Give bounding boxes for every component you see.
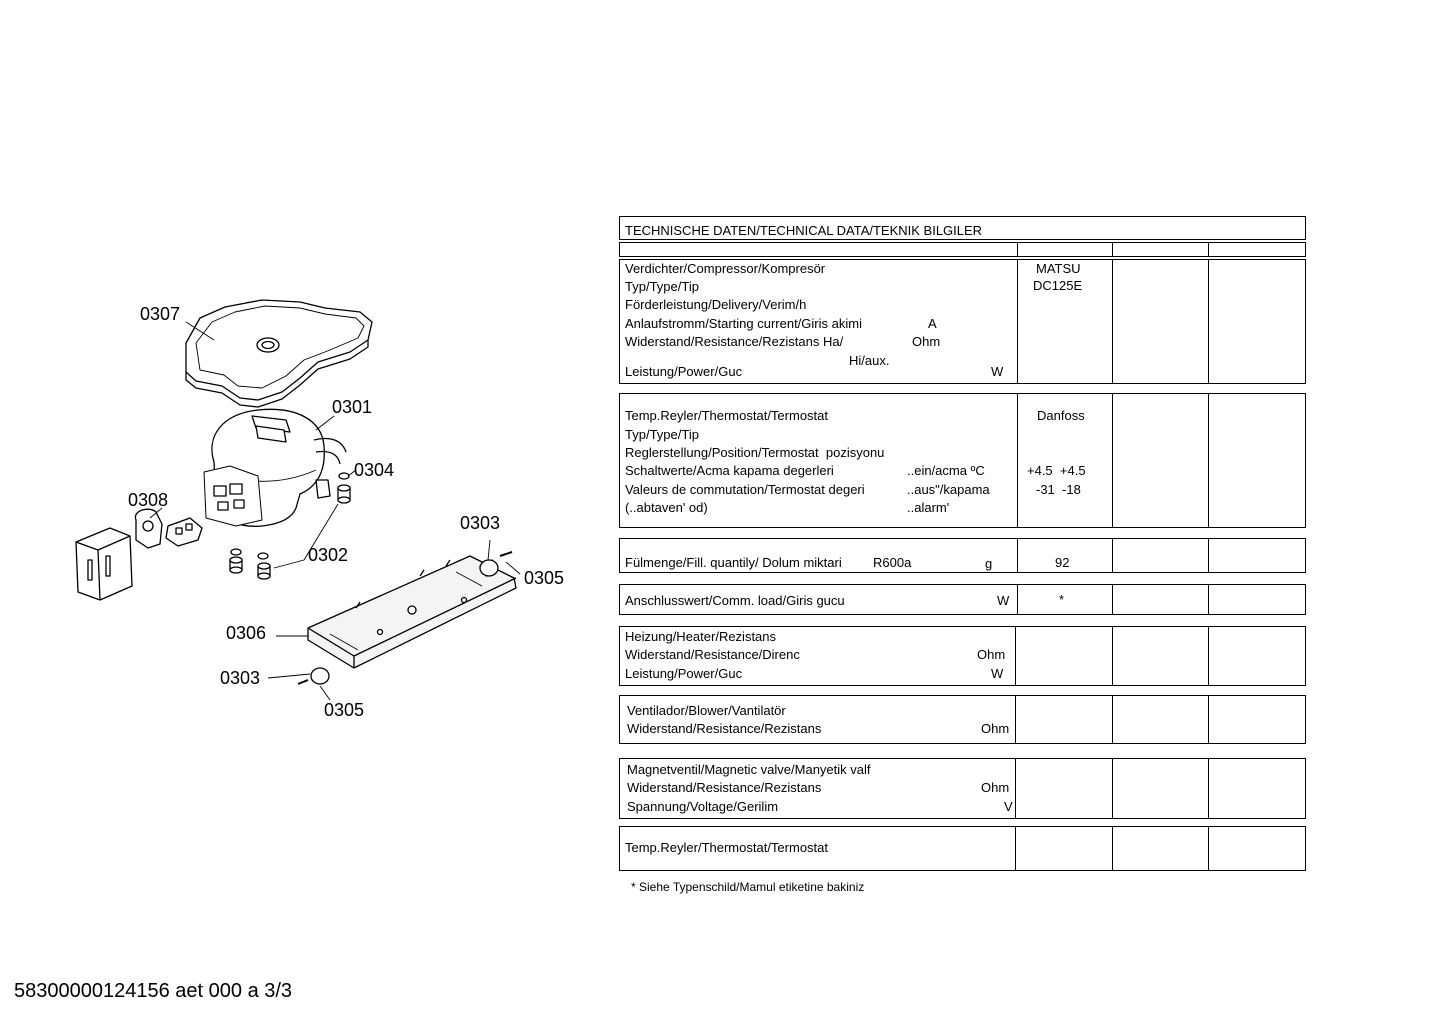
blower-resistance-label: Widerstand/Resistance/Rezistans bbox=[627, 721, 822, 736]
defrost-label: (..abtaven' od) bbox=[625, 500, 708, 515]
comm-load-label: Anschlusswert/Comm. load/Giris gucu bbox=[625, 593, 845, 608]
refrigerant-value: R600a bbox=[873, 555, 912, 570]
divider bbox=[1017, 259, 1018, 384]
switch-on-sub: ..ein/acma ºC bbox=[907, 463, 985, 478]
callout-0305-bottom: 0305 bbox=[324, 700, 365, 720]
valve-voltage-label: Spannung/Voltage/Gerilim bbox=[627, 799, 779, 814]
fill-quantity-unit: g bbox=[985, 556, 993, 571]
callout-0308: 0308 bbox=[128, 490, 169, 510]
divider bbox=[1017, 242, 1018, 257]
divider bbox=[1112, 242, 1113, 257]
compressor-resistance-label: Widerstand/Resistance/Rezistans Ha/ bbox=[625, 334, 844, 349]
callout-0303-bottom: 0303 bbox=[220, 668, 261, 688]
compressor-maker-value: MATSU bbox=[1036, 261, 1081, 276]
compressor-delivery-label: Förderleistung/Delivery/Verim/h bbox=[625, 297, 807, 312]
compressor-type-value: DC125E bbox=[1033, 278, 1083, 293]
comm-load-value: * bbox=[1059, 592, 1065, 607]
divider bbox=[1015, 626, 1016, 686]
starting-current-unit: A bbox=[928, 316, 937, 331]
switch-on-value: +4.5 +4.5 bbox=[1027, 463, 1086, 478]
divider bbox=[1112, 626, 1113, 686]
compressor-type-label: Typ/Type/Tip bbox=[625, 279, 699, 294]
alarm-sub: ..alarm' bbox=[907, 500, 950, 515]
comm-load-unit: W bbox=[997, 593, 1010, 608]
valve-resistance-unit: Ohm bbox=[981, 780, 1010, 795]
compressor-aux-label: Hi/aux. bbox=[849, 353, 890, 368]
thermostat-label: Temp.Reyler/Thermostat/Termostat bbox=[625, 408, 829, 423]
heater-resistance-label: Widerstand/Resistance/Direnc bbox=[625, 647, 800, 662]
callout-0303-top: 0303 bbox=[460, 513, 501, 533]
switch-off-sub: ..aus"/kapama bbox=[907, 482, 990, 497]
compressor-resistance-unit: Ohm bbox=[912, 334, 941, 349]
footnote: * Siehe Typenschild/Mamul etiketine bakiniz bbox=[631, 880, 865, 894]
thermostat-position-label: Reglerstellung/Position/Termostat pozisyonu bbox=[625, 445, 885, 460]
heater-label: Heizung/Heater/Rezistans bbox=[625, 629, 777, 644]
divider bbox=[1208, 584, 1209, 615]
divider bbox=[1112, 695, 1113, 744]
thermostat-maker-value: Danfoss bbox=[1037, 408, 1085, 423]
fill-quantity-value: 92 bbox=[1055, 555, 1070, 570]
divider bbox=[1112, 538, 1113, 573]
divider bbox=[1208, 242, 1209, 257]
switch-values-fr-label: Valeurs de commutation/Termostat degeri bbox=[625, 482, 865, 497]
compressor-label: Verdichter/Compressor/Kompresör bbox=[625, 261, 826, 276]
callout-0304: 0304 bbox=[354, 460, 395, 480]
divider bbox=[1208, 826, 1209, 871]
callout-0307: 0307 bbox=[140, 304, 181, 324]
divider bbox=[1112, 758, 1113, 819]
table-header-strip bbox=[619, 242, 1306, 257]
heater-power-unit: W bbox=[991, 666, 1004, 681]
callout-0301: 0301 bbox=[332, 397, 373, 417]
callout-0306: 0306 bbox=[226, 623, 267, 643]
valve-voltage-unit: V bbox=[1004, 799, 1013, 814]
blower-resistance-unit: Ohm bbox=[981, 721, 1010, 736]
heater-resistance-unit: Ohm bbox=[977, 647, 1006, 662]
heater-power-label: Leistung/Power/Guc bbox=[625, 666, 743, 681]
divider bbox=[1017, 538, 1018, 573]
divider bbox=[1015, 758, 1016, 819]
switch-off-value: -31 -18 bbox=[1036, 482, 1081, 497]
divider bbox=[1208, 538, 1209, 573]
compressor-power-label: Leistung/Power/Guc bbox=[625, 364, 743, 379]
document-id: 58300000124156 aet 000 a 3/3 bbox=[14, 980, 293, 1002]
thermostat2-label: Temp.Reyler/Thermostat/Termostat bbox=[625, 840, 829, 855]
compressor-body bbox=[204, 409, 346, 526]
divider bbox=[1208, 393, 1209, 528]
divider bbox=[1017, 584, 1018, 615]
divider bbox=[1208, 695, 1209, 744]
fill-quantity-label: Fülmenge/Fill. quantily/ Dolum miktari bbox=[625, 555, 842, 570]
exploded-parts-drawing bbox=[0, 0, 600, 760]
starting-current-label: Anlaufstromm/Starting current/Giris akimi bbox=[625, 316, 862, 331]
divider bbox=[1208, 626, 1209, 686]
compressor-cover-tray bbox=[186, 300, 372, 407]
switch-values-label: Schaltwerte/Acma kapama degerleri bbox=[625, 463, 834, 478]
valve-resistance-label: Widerstand/Resistance/Rezistans bbox=[627, 780, 822, 795]
thermostat-type-label: Typ/Type/Tip bbox=[625, 427, 699, 442]
divider bbox=[1112, 393, 1113, 528]
divider bbox=[1208, 259, 1209, 384]
divider bbox=[1112, 259, 1113, 384]
divider bbox=[1112, 826, 1113, 871]
divider bbox=[1017, 393, 1018, 528]
divider bbox=[1015, 695, 1016, 744]
magnetic-valve-label: Magnetventil/Magnetic valve/Manyetik valf bbox=[627, 762, 871, 777]
compressor-power-unit: W bbox=[991, 364, 1004, 379]
callout-0302: 0302 bbox=[308, 545, 349, 565]
divider bbox=[1112, 584, 1113, 615]
callout-0305-top: 0305 bbox=[524, 568, 565, 588]
blower-label: Ventilador/Blower/Vantilatör bbox=[627, 703, 786, 718]
divider bbox=[1015, 826, 1016, 871]
relay-overload-parts bbox=[76, 509, 202, 600]
table-title: TECHNISCHE DATEN/TECHNICAL DATA/TEKNIK BILGILER bbox=[625, 223, 983, 238]
divider bbox=[1208, 758, 1209, 819]
